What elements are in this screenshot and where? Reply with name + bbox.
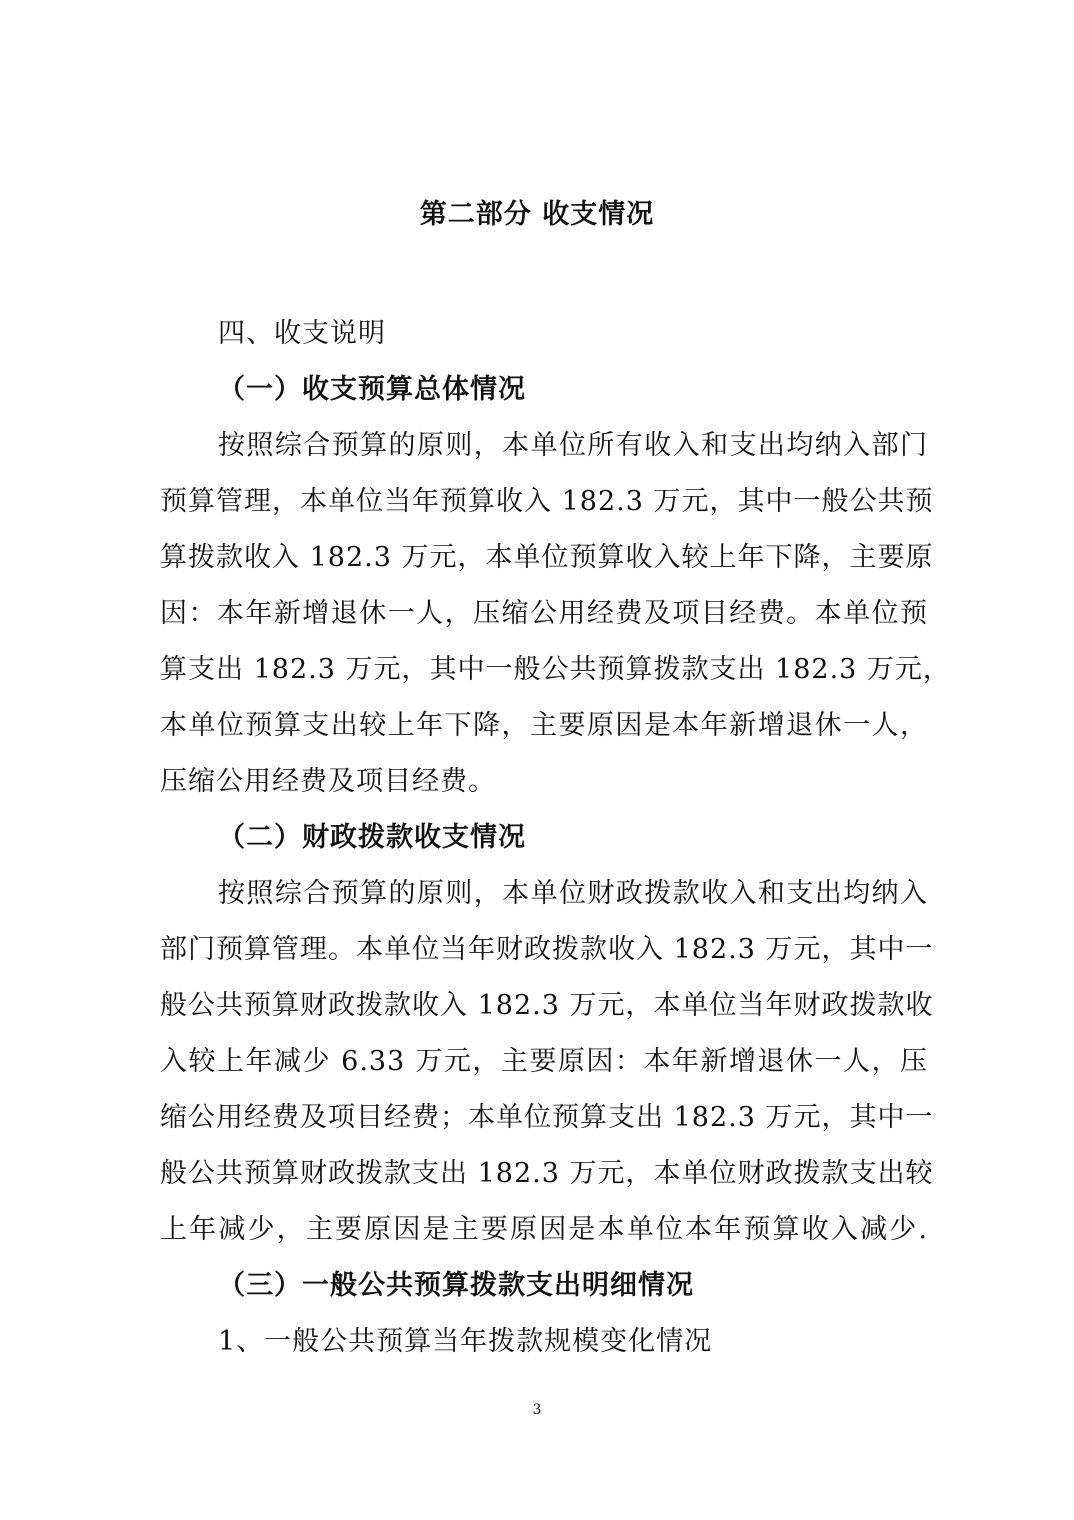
paragraph-line: 缩公用经费及项目经费；本单位预算支出 182.3 万元，其中一 <box>160 1102 934 1133</box>
paragraph-line: 般公共预算财政拨款支出 182.3 万元，本单位财政拨款支出较 <box>160 1158 934 1189</box>
paragraph-line: 上年减少，主要原因是主要原因是本单位本年预算收入减少. <box>160 1214 928 1245</box>
paragraph-line: 压缩公用经费及项目经费。 <box>160 766 496 797</box>
paragraph-line: 按照综合预算的原则，本单位财政拨款收入和支出均纳入 <box>218 878 928 909</box>
paragraph-line: 本单位预算支出较上年下降，主要原因是本年新增退休一人， <box>160 710 928 741</box>
section-heading: 四、收支说明 <box>218 318 386 349</box>
paragraph-line: 因：本年新增退休一人，压缩公用经费及项目经费。本单位预 <box>160 598 928 629</box>
paragraph-line: 算支出 182.3 万元，其中一般公共预算拨款支出 182.3 万元， <box>160 654 951 685</box>
paragraph-line: 部门预算管理。本单位当年财政拨款收入 182.3 万元，其中一 <box>160 934 934 965</box>
list-item: 1、一般公共预算当年拨款规模变化情况 <box>218 1326 713 1357</box>
subsection-heading-2: （二）财政拨款收支情况 <box>218 822 526 853</box>
page-title: 第二部分 收支情况 <box>419 199 655 230</box>
paragraph-line: 预算管理，本单位当年预算收入 182.3 万元，其中一般公共预 <box>160 486 934 517</box>
subsection-heading-3: （三）一般公共预算拨款支出明细情况 <box>218 1270 694 1301</box>
paragraph-line: 入较上年减少 6.33 万元，主要原因：本年新增退休一人，压 <box>160 1046 928 1077</box>
paragraph-line: 按照综合预算的原则，本单位所有收入和支出均纳入部门 <box>218 430 928 461</box>
paragraph-line: 般公共预算财政拨款收入 182.3 万元，本单位当年财政拨款收 <box>160 990 934 1021</box>
subsection-heading-1: （一）收支预算总体情况 <box>218 374 526 405</box>
document-body <box>160 306 951 1370</box>
paragraph-line: 算拨款收入 182.3 万元，本单位预算收入较上年下降，主要原 <box>160 542 934 573</box>
page-number: 3 <box>532 1402 542 1418</box>
